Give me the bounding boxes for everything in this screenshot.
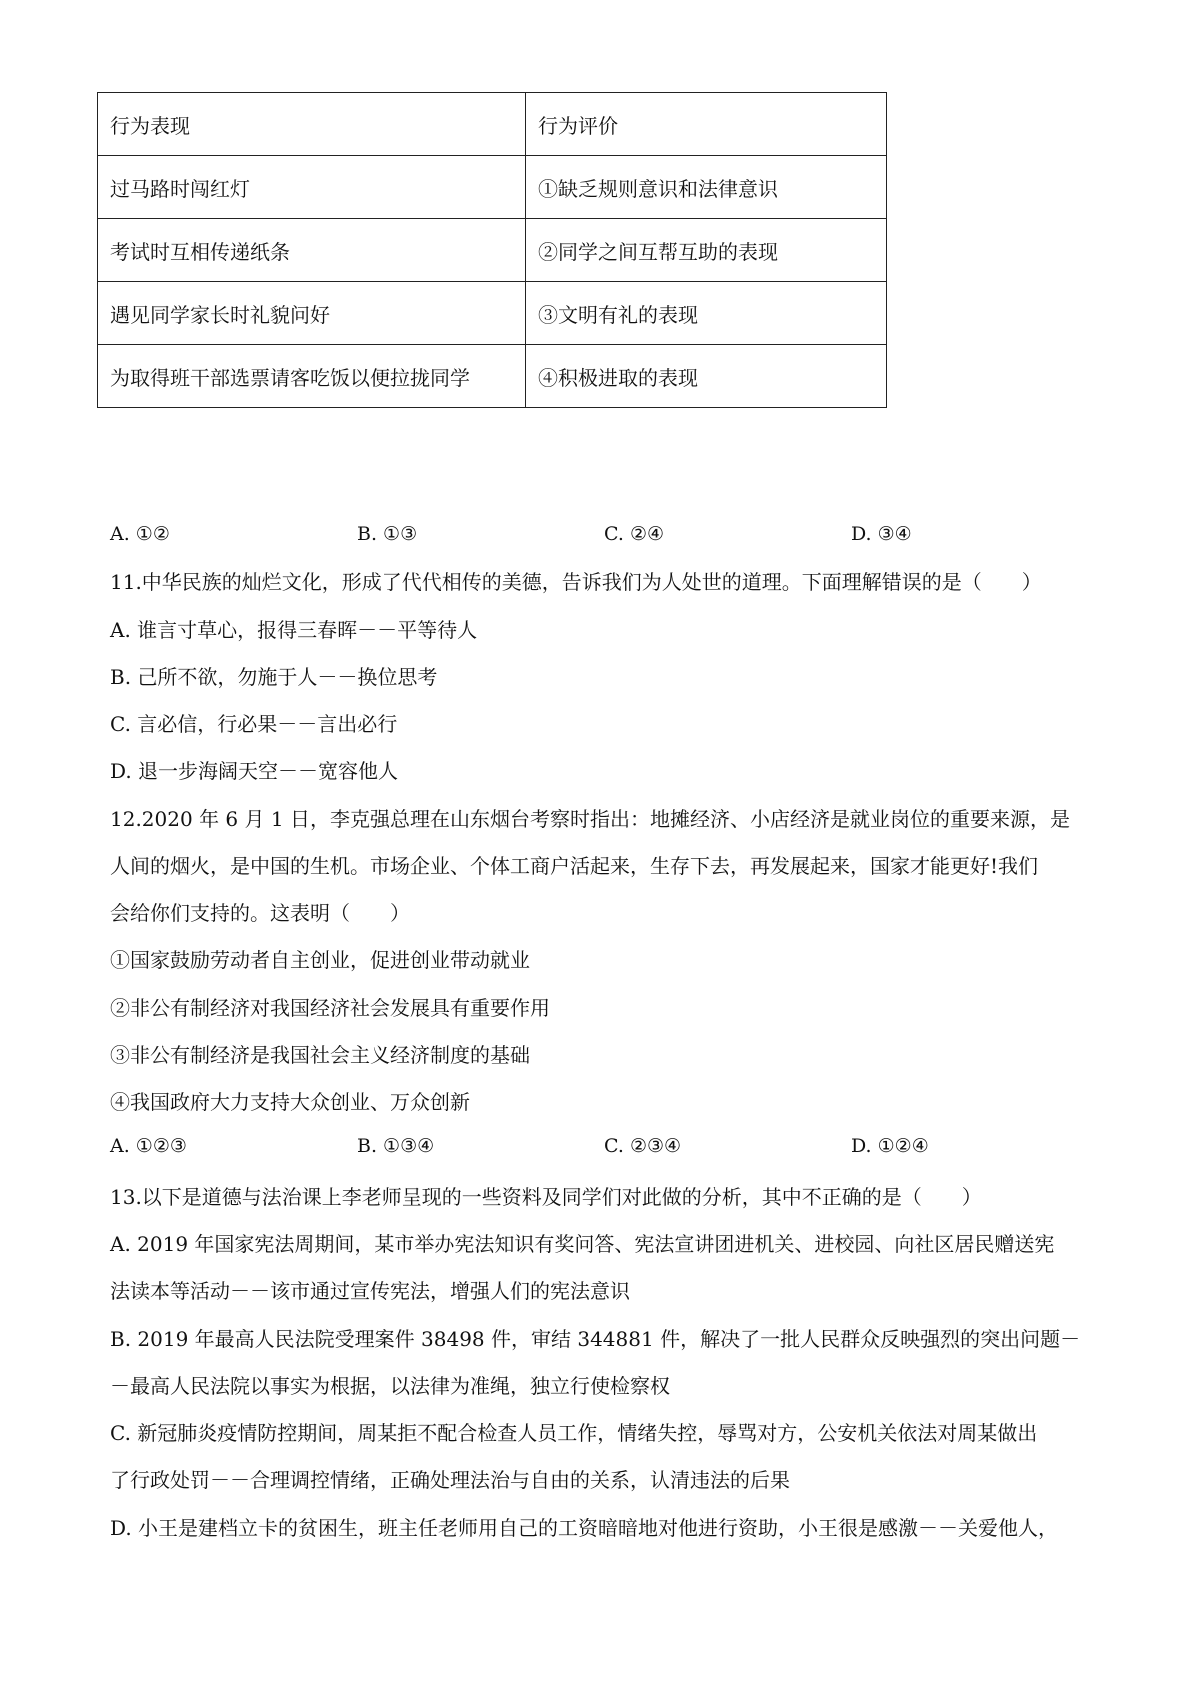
evaluation-cell: ④积极进取的表现 [526, 345, 887, 408]
q10-option-a: A. ①② [110, 523, 170, 545]
q10-option-d: D. ③④ [851, 523, 912, 545]
behavior-cell: 考试时互相传递纸条 [98, 219, 526, 282]
q12-option-b: B. ①③④ [357, 1135, 435, 1157]
q11-option-c: C. 言必信，行必果－－言出必行 [110, 712, 398, 736]
table-row [98, 282, 887, 345]
table-header-cell: 行为评价 [526, 93, 887, 156]
q13-line: 法读本等活动－－该市通过宣传宪法，增强人们的宪法意识 [110, 1279, 630, 1303]
q11-option-a: A. 谁言寸草心，报得三春晖－－平等待人 [110, 618, 478, 642]
q13-line: A. 2019 年国家宪法周期间，某市举办宪法知识有奖问答、宪法宣讲团进机关、进校园、向社区居民赠送宪 [110, 1232, 1055, 1256]
evaluation-cell: ③文明有礼的表现 [526, 282, 887, 345]
evaluation-cell: ②同学之间互帮互助的表现 [526, 219, 887, 282]
q12-stem-line: 人间的烟火，是中国的生机。市场企业、个体工商户活起来，生存下去，再发展起来，国家才能更好!我们 [110, 854, 1039, 878]
behavior-cell: 遇见同学家长时礼貌问好 [98, 282, 526, 345]
evaluation-cell: ①缺乏规则意识和法律意识 [526, 156, 887, 219]
q12-statement-3: ③非公有制经济是我国社会主义经济制度的基础 [110, 1043, 530, 1067]
q10-option-c: C. ②④ [604, 523, 665, 545]
q12-option-c: C. ②③④ [604, 1135, 682, 1157]
q12-statement-1: ①国家鼓励劳动者自主创业，促进创业带动就业 [110, 948, 530, 972]
q13-stem: 13.以下是道德与法治课上李老师呈现的一些资料及同学们对此做的分析，其中不正确的是（ ） [110, 1185, 982, 1209]
q10-options [110, 523, 1110, 553]
behavior-cell: 过马路时闯红灯 [98, 156, 526, 219]
table-row [98, 219, 887, 282]
table-header-cell: 行为表现 [98, 93, 526, 156]
behavior-cell: 为取得班干部选票请客吃饭以便拉拢同学 [98, 345, 526, 408]
q12-statement-4: ④我国政府大力支持大众创业、万众创新 [110, 1090, 470, 1114]
q11-stem: 11.中华民族的灿烂文化，形成了代代相传的美德，告诉我们为人处世的道理。下面理解错误的是（ ） [110, 570, 1042, 594]
q12-stem-line: 12.2020 年 6 月 1 日，李克强总理在山东烟台考察时指出：地摊经济、小店经济是就业岗位的重要来源，是 [110, 807, 1070, 831]
q13-line: 了行政处罚－－合理调控情绪，正确处理法治与自由的关系，认清违法的后果 [110, 1468, 790, 1492]
q12-option-a: A. ①②③ [110, 1135, 187, 1157]
q10-option-b: B. ①③ [357, 523, 418, 545]
q12-statement-2: ②非公有制经济对我国经济社会发展具有重要作用 [110, 996, 550, 1020]
q11-option-d: D. 退一步海阔天空－－宽容他人 [110, 759, 399, 783]
table-row [98, 345, 887, 408]
q12-stem-line: 会给你们支持的。这表明（ ） [110, 901, 410, 925]
q13-line: B. 2019 年最高人民法院受理案件 38498 件，审结 344881 件，解决了一批人民群众反映强烈的突出问题－ [110, 1327, 1081, 1351]
table-row [98, 156, 887, 219]
q12-options [110, 1135, 1110, 1165]
q13-line: C. 新冠肺炎疫情防控期间，周某拒不配合检查人员工作，情绪失控，辱骂对方，公安机关依法对周某做出 [110, 1421, 1038, 1445]
table-header-row [98, 93, 887, 156]
q13-line: －最高人民法院以事实为根据，以法律为准绳，独立行使检察权 [110, 1374, 670, 1398]
q13-line: D. 小王是建档立卡的贫困生，班主任老师用自己的工资暗暗地对他进行资助，小王很是感激－－关爱他人， [110, 1516, 1059, 1540]
q12-option-d: D. ①②④ [851, 1135, 929, 1157]
q11-option-b: B. 己所不欲，勿施于人－－换位思考 [110, 665, 438, 689]
behavior-evaluation-table [97, 92, 887, 408]
